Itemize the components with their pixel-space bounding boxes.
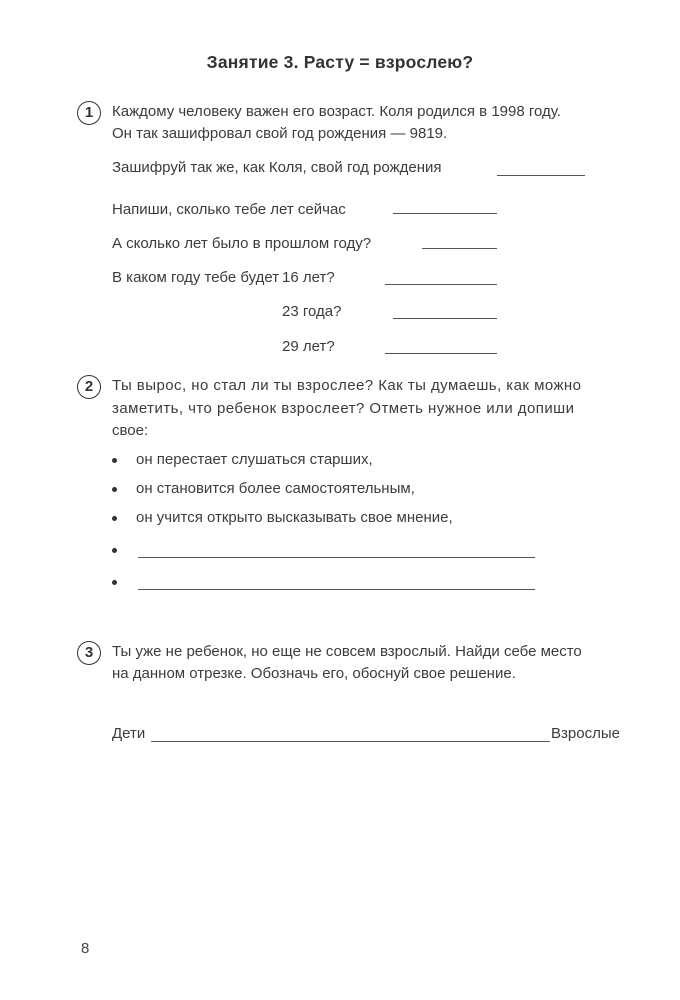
task1-text-line1: Каждому человеку важен его возраст. Коля родился в 1998 году.: [112, 103, 561, 120]
bullet-icon: [112, 458, 117, 463]
task2-option-2[interactable]: он становится более самостоятельным,: [136, 480, 415, 497]
task2-option-3[interactable]: он учится открыто высказывать свое мнение,: [136, 509, 453, 526]
task1-q-year-prefix: В каком году тебе будет: [112, 269, 280, 286]
scale-label-adults: Взрослые: [551, 725, 620, 742]
lesson-title: Занятие 3. Расту = взрослею?: [206, 52, 474, 72]
task3-text-line2: на данном отрезке. Обозначь его, обоснуй свое решение.: [112, 665, 516, 682]
task2-text-line1: Ты вырос, но стал ли ты взрослее? Как ты думаешь, как можно: [112, 377, 582, 394]
page-number: 8: [81, 940, 90, 957]
task1-q-29: 29 лет?: [282, 338, 335, 355]
task1-q-23: 23 года?: [282, 303, 342, 320]
answer-line-age-last-year[interactable]: [422, 248, 497, 249]
task-number-2-icon: 2: [77, 375, 101, 399]
answer-line-encode[interactable]: [497, 175, 585, 176]
scale-label-children: Дети: [112, 725, 146, 742]
bullet-icon: [112, 516, 117, 521]
task1-q-encode: Зашифруй так же, как Коля, свой год рождения: [112, 159, 442, 176]
bullet-icon: [112, 487, 117, 492]
answer-line-23[interactable]: [393, 318, 497, 319]
task2-text-line2: заметить, что ребенок взрослеет? Отметь нужное или допиши: [112, 400, 575, 417]
bullet-icon: [112, 548, 117, 553]
task2-text-line3: свое:: [112, 422, 149, 439]
task3-text-line1: Ты уже не ребенок, но еще не совсем взрослый. Найди себе место: [112, 643, 582, 660]
answer-line-29[interactable]: [385, 353, 497, 354]
task1-q-age-last-year: А сколько лет было в прошлом году?: [112, 235, 372, 252]
task-number-3-icon: 3: [77, 641, 101, 665]
answer-line-own-option-2[interactable]: [138, 589, 535, 590]
answer-line-own-option-1[interactable]: [138, 557, 535, 558]
task1-q-age-now: Напиши, сколько тебе лет сейчас: [112, 201, 346, 218]
task1-q-16: 16 лет?: [282, 269, 335, 286]
bullet-icon: [112, 580, 117, 585]
answer-line-16[interactable]: [385, 284, 497, 285]
task-number-1-icon: 1: [77, 101, 101, 125]
task1-text-line2: Он так зашифровал свой год рождения — 9819.: [112, 125, 448, 142]
task2-option-1[interactable]: он перестает слушаться старших,: [136, 451, 373, 468]
answer-line-age-now[interactable]: [393, 213, 497, 214]
age-scale-segment[interactable]: [151, 741, 550, 742]
